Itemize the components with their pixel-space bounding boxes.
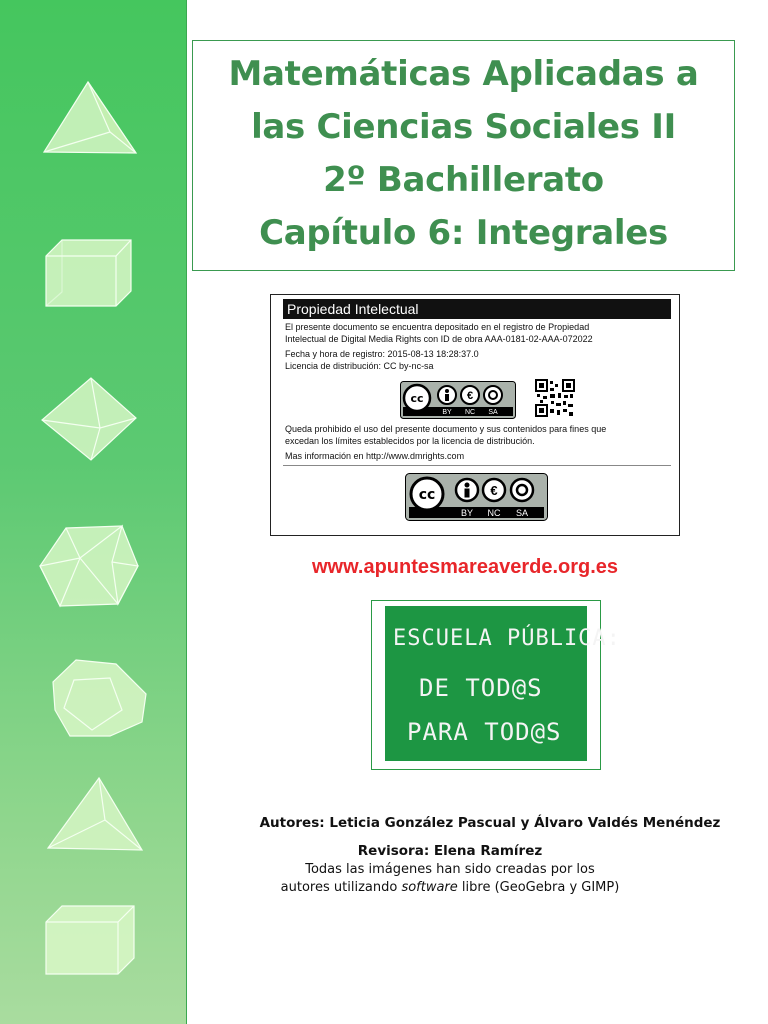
title-line-4: Capítulo 6: Integrales [259,213,668,253]
school-chalkboard [385,606,621,761]
qr-code-icon [535,379,575,417]
sidebar-polyhedra [0,0,187,1024]
school-line-3: PARA TOD@S [407,718,562,746]
intellectual-property-box [270,294,680,536]
icosahedron-icon [40,526,138,606]
ip-text [283,319,671,372]
ip-line-2: Intelectual de Digital Media Rights con ID de obra AAA-0181-02-AAA-072022 [285,334,593,344]
cube-icon [46,240,131,306]
title-line-2: las Ciencias Sociales II [251,107,676,147]
tetrahedron-icon [44,82,136,153]
ip-line-4: Licencia de distribución: CC by-nc-sa [285,361,434,371]
school-logo-box [371,600,621,770]
authors-line: Autores: Leticia González Pascual y Álvaro Valdés Menéndez [259,815,721,831]
sa-text-large: SA [515,508,529,518]
nc-text-small: NC [464,409,476,416]
ip-certificate [283,299,671,466]
tetrahedron-icon-2 [48,778,142,850]
ip-line-3: Fecha y hora de registro: 2015-08-13 18:28:37.0 [285,349,479,359]
cube-icon-2 [46,906,134,974]
svg-text:€: € [466,390,474,402]
ip-line-5: Queda prohibido el uso del presente documento y sus contenidos para fines que [285,424,607,434]
ip-text-bottom [285,423,669,462]
nc-text-large: NC [487,508,501,518]
by-text-large: BY [460,508,474,518]
cc-license-badge-large [405,473,548,526]
school-line-2: DE TOD@S [419,674,543,702]
reviewer-line: Revisora: Elena Ramírez [357,843,543,859]
images-line-1: Todas las imágenes han sido creadas por los [305,862,595,877]
credits [230,815,750,895]
images-line-2-pre: autores utilizando [280,880,402,895]
ip-line-1: El presente documento se encuentra depositado en el registro de Propiedad [285,322,590,332]
title-box [192,40,735,271]
svg-text:€: € [490,483,498,498]
ip-line-7: Mas información en http://www.dmrights.com [285,451,465,461]
title-line-1: Matemáticas Aplicadas a [228,54,699,94]
title-line-3: 2º Bachillerato [323,160,604,200]
ip-header: Propiedad Intelectual [283,299,671,319]
images-line-2-post: libre (GeoGebra y GIMP) [457,880,620,895]
cc-license-badge-small [400,381,516,424]
ip-line-6: excedan los límites establecidos por la licencia de distribución. [285,436,535,446]
dodecahedron-icon [53,660,146,736]
sa-text-small: SA [488,409,498,416]
images-line-2 [190,880,710,895]
images-line-2-software: software [401,880,458,895]
octahedron-icon [42,378,136,460]
school-line-1: ESCUELA PÚBLICA: [393,626,621,651]
by-text-small: BY [442,409,452,416]
cc-text-small: cc [410,392,424,405]
website-link[interactable]: www.apuntesmareaverde.org.es [311,556,619,578]
cc-text-large: cc [418,487,436,503]
